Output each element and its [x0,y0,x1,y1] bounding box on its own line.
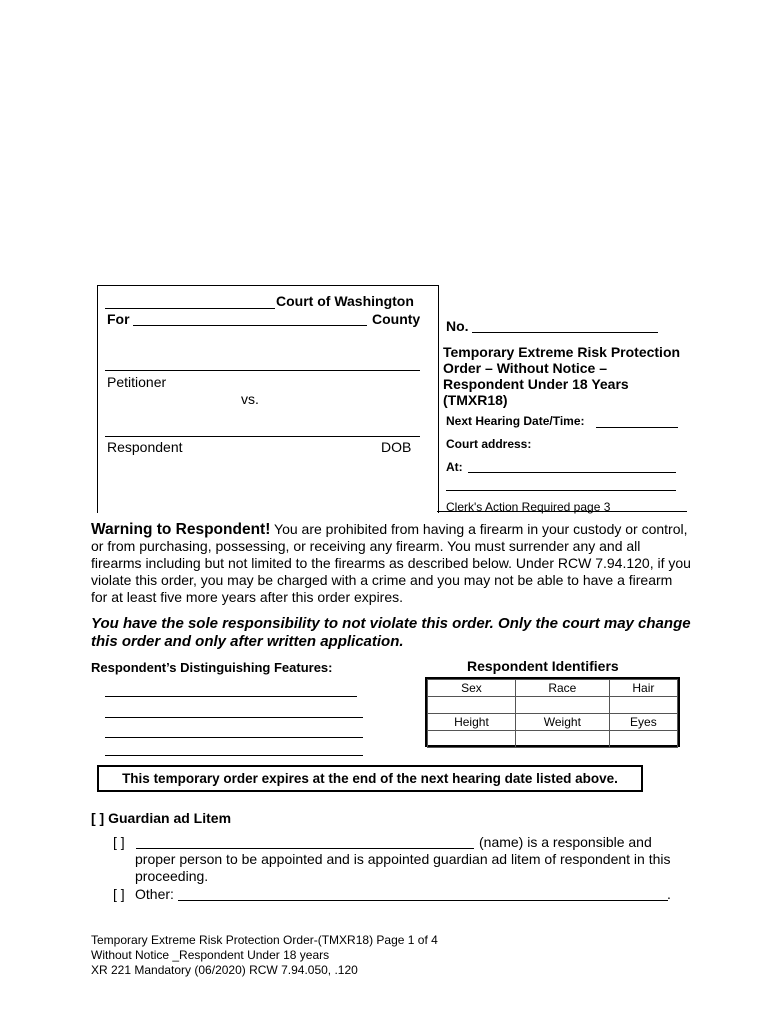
table-row [428,680,678,697]
table-header-cell: Sex [428,680,516,697]
court-address-label: Court address: [446,437,532,451]
for-label: For [107,311,130,327]
court-of-washington-label: Court of Washington [276,293,414,309]
court-address-field-1[interactable] [468,472,676,473]
next-hearing-field[interactable] [596,427,678,428]
table-header-cell: Hair [609,680,677,697]
order-title-line: Respondent Under 18 Years [443,376,629,392]
respondent-name-field[interactable] [105,436,420,437]
guardian-option1-line2: proper person to be appointed and is appointed guardian ad litem of respondent in this [135,851,671,867]
features-field-2[interactable] [105,717,363,718]
court-address-field-2[interactable] [446,490,676,491]
table-header-cell: Height [428,714,516,731]
respondent-label: Respondent [107,439,183,455]
table-header-cell: Weight [515,714,609,731]
order-title-line: Temporary Extreme Risk Protection [443,344,681,360]
order-title-line: Order – Without Notice – [443,360,608,376]
footer-line: Without Notice _Respondent Under 18 years [91,948,330,962]
table-row [428,731,678,748]
case-number-field[interactable] [472,332,658,333]
vs-label: vs. [241,391,259,407]
county-label: County [372,311,421,327]
table-input-cell[interactable] [609,731,677,748]
clerk-action-note: Clerk's Action Required page 3 [446,500,611,514]
warning-text: You are prohibited from having a firearm in your custody or control, or from purchasing, possessing, or receiving any firearm. You must surrender any and all firearms including but not limited to the firearms as described below. Under RCW 7.94.120, if you violate this order, you may be charged with a crime and you may not be able to have a firearm for at least five more years after this order expires. [91,521,691,605]
order-title [443,344,693,408]
table-input-cell[interactable] [428,697,516,714]
distinguishing-features-label: Respondent’s Distinguishing Features: [91,660,333,675]
table-header-cell: Race [515,680,609,697]
petitioner-name-field[interactable] [105,370,420,371]
table-row [428,714,678,731]
guardian-option1-checkbox[interactable]: [ ] [113,834,125,850]
warning-paragraph [91,521,691,606]
court-name-field[interactable] [105,308,275,309]
table-input-cell[interactable] [609,697,677,714]
table-input-cell[interactable] [515,731,609,748]
footer-line: XR 221 Mandatory (06/2020) RCW 7.94.050, .120 [91,963,358,977]
case-number-label: No. [446,318,469,334]
dob-label: DOB [381,439,412,455]
guardian-title: Guardian ad Litem [108,810,232,826]
page-footer [91,933,511,978]
order-title-line: (TMXR18) [443,392,508,408]
guardian-option1-line3: proceeding. [135,868,209,884]
table-input-cell[interactable] [428,731,516,748]
guardian-option2-checkbox[interactable]: [ ] [113,886,125,902]
guardian-other-period: . [667,886,671,902]
footer-line: Temporary Extreme Risk Protection Order-(TMXR18) Page 1 of 4 [91,933,438,947]
identifiers-table [425,677,680,747]
guardian-name-field[interactable] [136,848,474,849]
expires-notice: This temporary order expires at the end of the next hearing date listed above. [97,765,643,792]
county-name-field[interactable] [133,325,367,326]
features-field-3[interactable] [105,737,363,738]
identifiers-title: Respondent Identifiers [467,658,619,674]
at-label: At: [446,460,463,474]
table-input-cell[interactable] [515,697,609,714]
petitioner-label: Petitioner [107,374,167,390]
features-field-4[interactable] [105,755,363,756]
guardian-checkbox[interactable]: [ ] [91,810,105,826]
warning-lead: Warning to Respondent! [91,521,271,538]
features-field-1[interactable] [105,696,357,697]
sole-responsibility-notice: You have the sole responsibility to not violate this order. Only the court may change this order and only after written application. [91,615,691,650]
table-row [428,697,678,714]
guardian-other-field[interactable] [178,900,668,901]
next-hearing-label: Next Hearing Date/Time: [446,414,585,428]
guardian-option1-suffix: (name) is a responsible and [479,834,652,850]
guardian-other-label: Other: [135,886,174,902]
table-header-cell: Eyes [609,714,677,731]
guardian-section-header [91,810,231,826]
